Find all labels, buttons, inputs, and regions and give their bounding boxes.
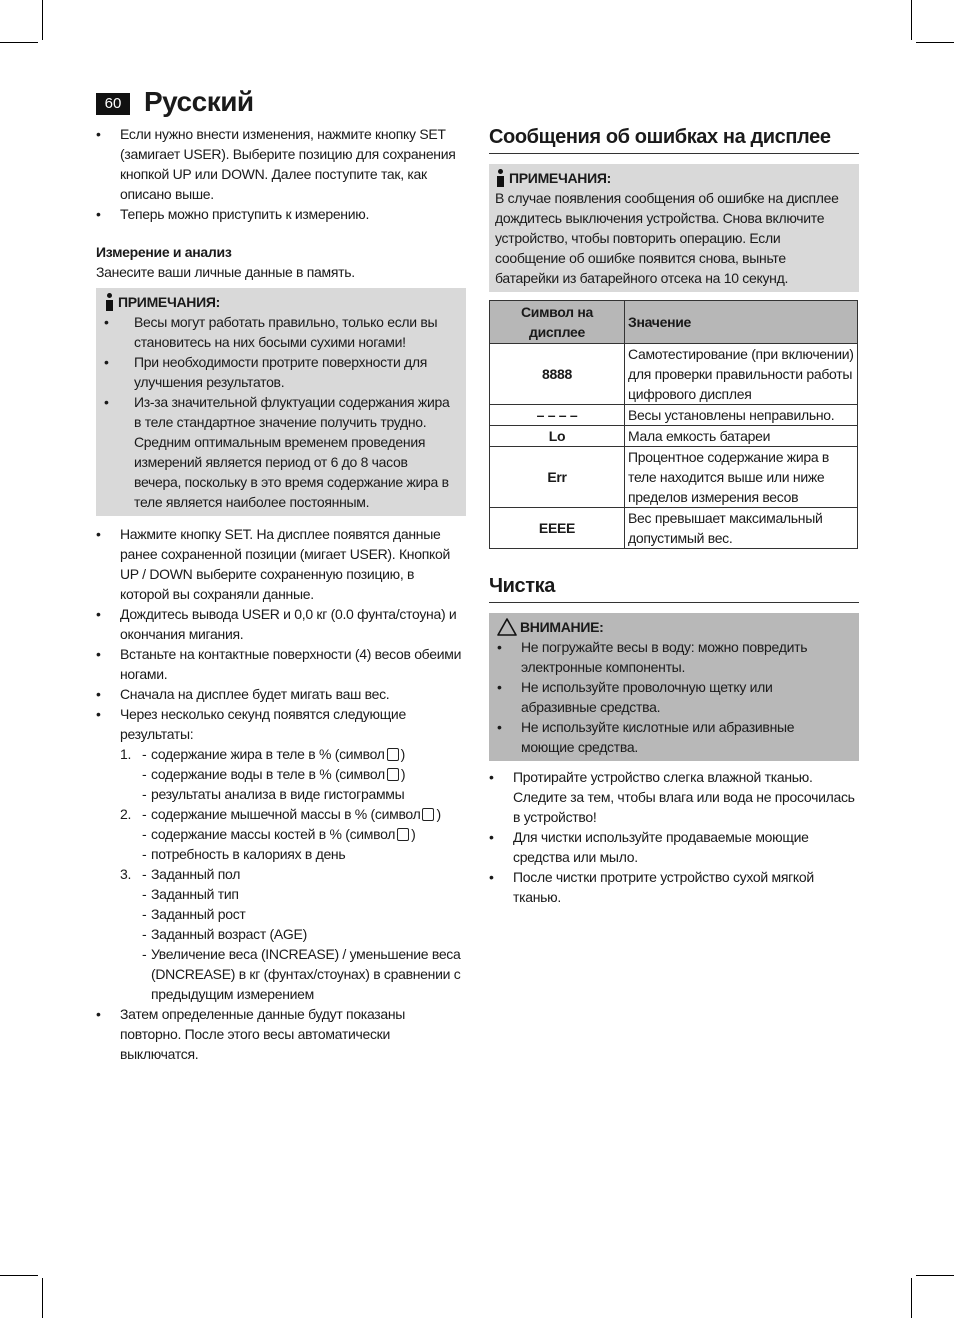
warning-triangle-icon [497,618,517,636]
step-number: 2. [120,806,132,822]
right-column [489,124,859,907]
table-row [490,447,858,508]
list-item: • Встаньте на контактные поверхности (4) весов обеими ногами. [96,644,466,684]
step-line [142,764,466,784]
table-row [490,508,858,549]
crop-mark [916,42,954,43]
crop-mark [42,1278,43,1318]
body-water-symbol-icon [387,768,399,781]
notes-title [495,168,853,188]
notes-list [104,312,458,512]
list-item: • Протирайте устройство слегка влажной тканью. Следите за тем, чтобы влага или вода не просочилась в устройство! [489,767,859,827]
list-item: • Нажмите кнопку SET. На дисплее появятся данные ранее сохраненной позиции (мигает USER). Кнопкой UP / DOWN выберите сохраненную позицию, в которой вы сохраняли данные. [96,524,466,604]
step-number: 3. [120,866,132,882]
list-item: • Не используйте кислотные или абразивные моющие средства. [497,717,851,757]
step-lines [142,804,466,864]
list-item: • Не используйте проволочную щетку или абразивные средства. [497,677,851,717]
list-item: • Сначала на дисплее будет мигать ваш вес. [96,684,466,704]
notes-title [104,292,458,312]
display-symbol-cell: Err [490,447,625,508]
display-symbol-cell: – – – – [490,405,625,426]
step-lines [142,864,466,1004]
info-icon [495,169,506,187]
info-icon [104,293,115,311]
step-line-text: содержание воды в теле в % (символ [151,766,385,782]
step-line [142,824,466,844]
step-line [142,924,466,944]
step-line [142,884,466,904]
warning-list [497,637,851,757]
intro-text: Занесите ваши личные данные в память. [96,264,355,280]
errors-heading: Сообщения об ошибках на дисплее [489,124,859,154]
column-header-symbol: Символ на дисплее [490,301,625,344]
notes-title-text: ПРИМЕЧАНИЯ: [118,294,221,310]
step-item [120,744,466,804]
list-item: • Из-за значительной флуктуации содержания жира в теле стандартное значение получить трудно. Средним оптимальным временем проведения измерений является период от 6 до 8 часов вечера, поскольку в это время содержание жира в теле является наиболее постоянным. [104,392,458,512]
step-line-suffix: ) [400,746,406,762]
step-line-text: содержание мышечной массы в % (символ [151,806,421,822]
step-line-suffix: ) [411,826,416,842]
warning-title-text: ВНИМАНИЕ: [520,619,604,635]
notes-text: В случае появления сообщения об ошибке на дисплее дождитесь выключения устройства. Снова включите устройство, чтобы повторить операцию. Если сообщение об ошибке появится снова, выньте батарейки из батарейного отсека на 10 секунд. [495,190,839,286]
step-line [142,944,466,1004]
crop-mark [916,1275,954,1276]
step-line [142,744,466,764]
step-line [142,864,466,884]
page-number: 60 [96,93,130,115]
step-item [120,804,466,864]
crop-mark [911,0,912,40]
column-header-meaning: Значение [625,301,858,344]
list-item: • После чистки протрите устройство сухой мягкой тканью. [489,867,859,907]
meaning-cell: Весы установлены неправильно. [625,405,858,426]
step-lines [142,744,466,804]
display-symbol-cell: 8888 [490,344,625,405]
step-line-text: Заданный пол [151,866,241,882]
list-item: • Теперь можно приступить к измерению. [96,204,466,224]
step-line-text: содержание массы костей в % (символ [151,826,396,842]
crop-mark [911,1278,912,1318]
left-column [96,124,466,1064]
error-notes-box [489,164,859,292]
step-line-text: Заданный возраст (AGE) [151,926,307,942]
table-row [490,344,858,405]
crop-mark [0,1275,38,1276]
bullet-list [96,1004,466,1064]
list-item: • Весы могут работать правильно, только если вы становитесь на них босыми сухими ногами! [104,312,458,352]
table-row [490,426,858,447]
warning-title [497,617,851,637]
step-line-suffix: ) [400,766,406,782]
error-table [489,300,858,549]
list-item: • Если нужно внести изменения, нажмите кнопку SET (замигает USER). Выберите позицию для сохранения кнопкой UP или DOWN. Далее поступите так, как описано выше. [96,124,466,204]
meaning-cell: Вес превышает максимальный допустимый вес. [625,508,858,549]
list-item: • Не погружайте весы в воду: можно повредить электронные компоненты. [497,637,851,677]
warning-box [489,613,859,761]
meaning-cell: Мала емкость батареи [625,426,858,447]
step-line-text: Заданный рост [151,906,246,922]
list-item: • При необходимости протрите поверхности для улучшения результатов. [104,352,458,392]
meaning-cell: Процентное содержание жира в теле находится выше или ниже пределов измерения весов [625,447,858,508]
cleaning-heading: Чистка [489,573,859,603]
list-item: • Для чистки используйте продаваемые моющие средства или мыло. [489,827,859,867]
step-line-text: результаты анализа в виде гистограммы [151,786,405,802]
meaning-cell: Самотестирование (при включении) для проверки правильности работы цифрового дисплея [625,344,858,405]
list-item: • Затем определенные данные будут показаны повторно. После этого весы автоматически выключатся. [96,1004,466,1064]
step-number: 1. [120,746,132,762]
results-steps [96,744,466,1004]
body-fat-symbol-icon [387,748,399,761]
step-line [142,784,466,804]
step-line-text: Заданный тип [151,886,239,902]
list-item: • Через несколько секунд появятся следующие результаты: [96,704,466,744]
table-row [490,405,858,426]
crop-mark [42,0,43,40]
page-title: Русский [144,86,254,117]
display-symbol-cell: EEEE [490,508,625,549]
list-item: • Дождитесь вывода USER и 0,0 кг (0.0 фунта/стоуна) и окончания мигания. [96,604,466,644]
step-item [120,864,466,1004]
notes-title-text: ПРИМЕЧАНИЯ: [509,170,612,186]
subheading: Измерение и анализ [96,244,232,260]
step-line [142,904,466,924]
notes-box [96,288,466,516]
step-line [142,804,466,824]
step-line-text: потребность в калориях в день [151,846,346,862]
crop-mark [0,42,38,43]
step-line [142,844,466,864]
bullet-list [96,124,466,224]
table-header-row [490,301,858,344]
bullet-list [489,767,859,907]
bone-mass-symbol-icon [397,828,409,841]
step-line-text: содержание жира в теле в % (символ [151,746,385,762]
display-symbol-cell: Lo [490,426,625,447]
step-line-text: Увеличение веса (INCREASE) / уменьшение веса (DNCREASE) в кг (фунтах/стоунах) в сравнении с предыдущим измерением [151,946,461,1002]
muscle-mass-symbol-icon [422,808,434,821]
step-line-suffix: ) [436,806,441,822]
bullet-list [96,524,466,744]
